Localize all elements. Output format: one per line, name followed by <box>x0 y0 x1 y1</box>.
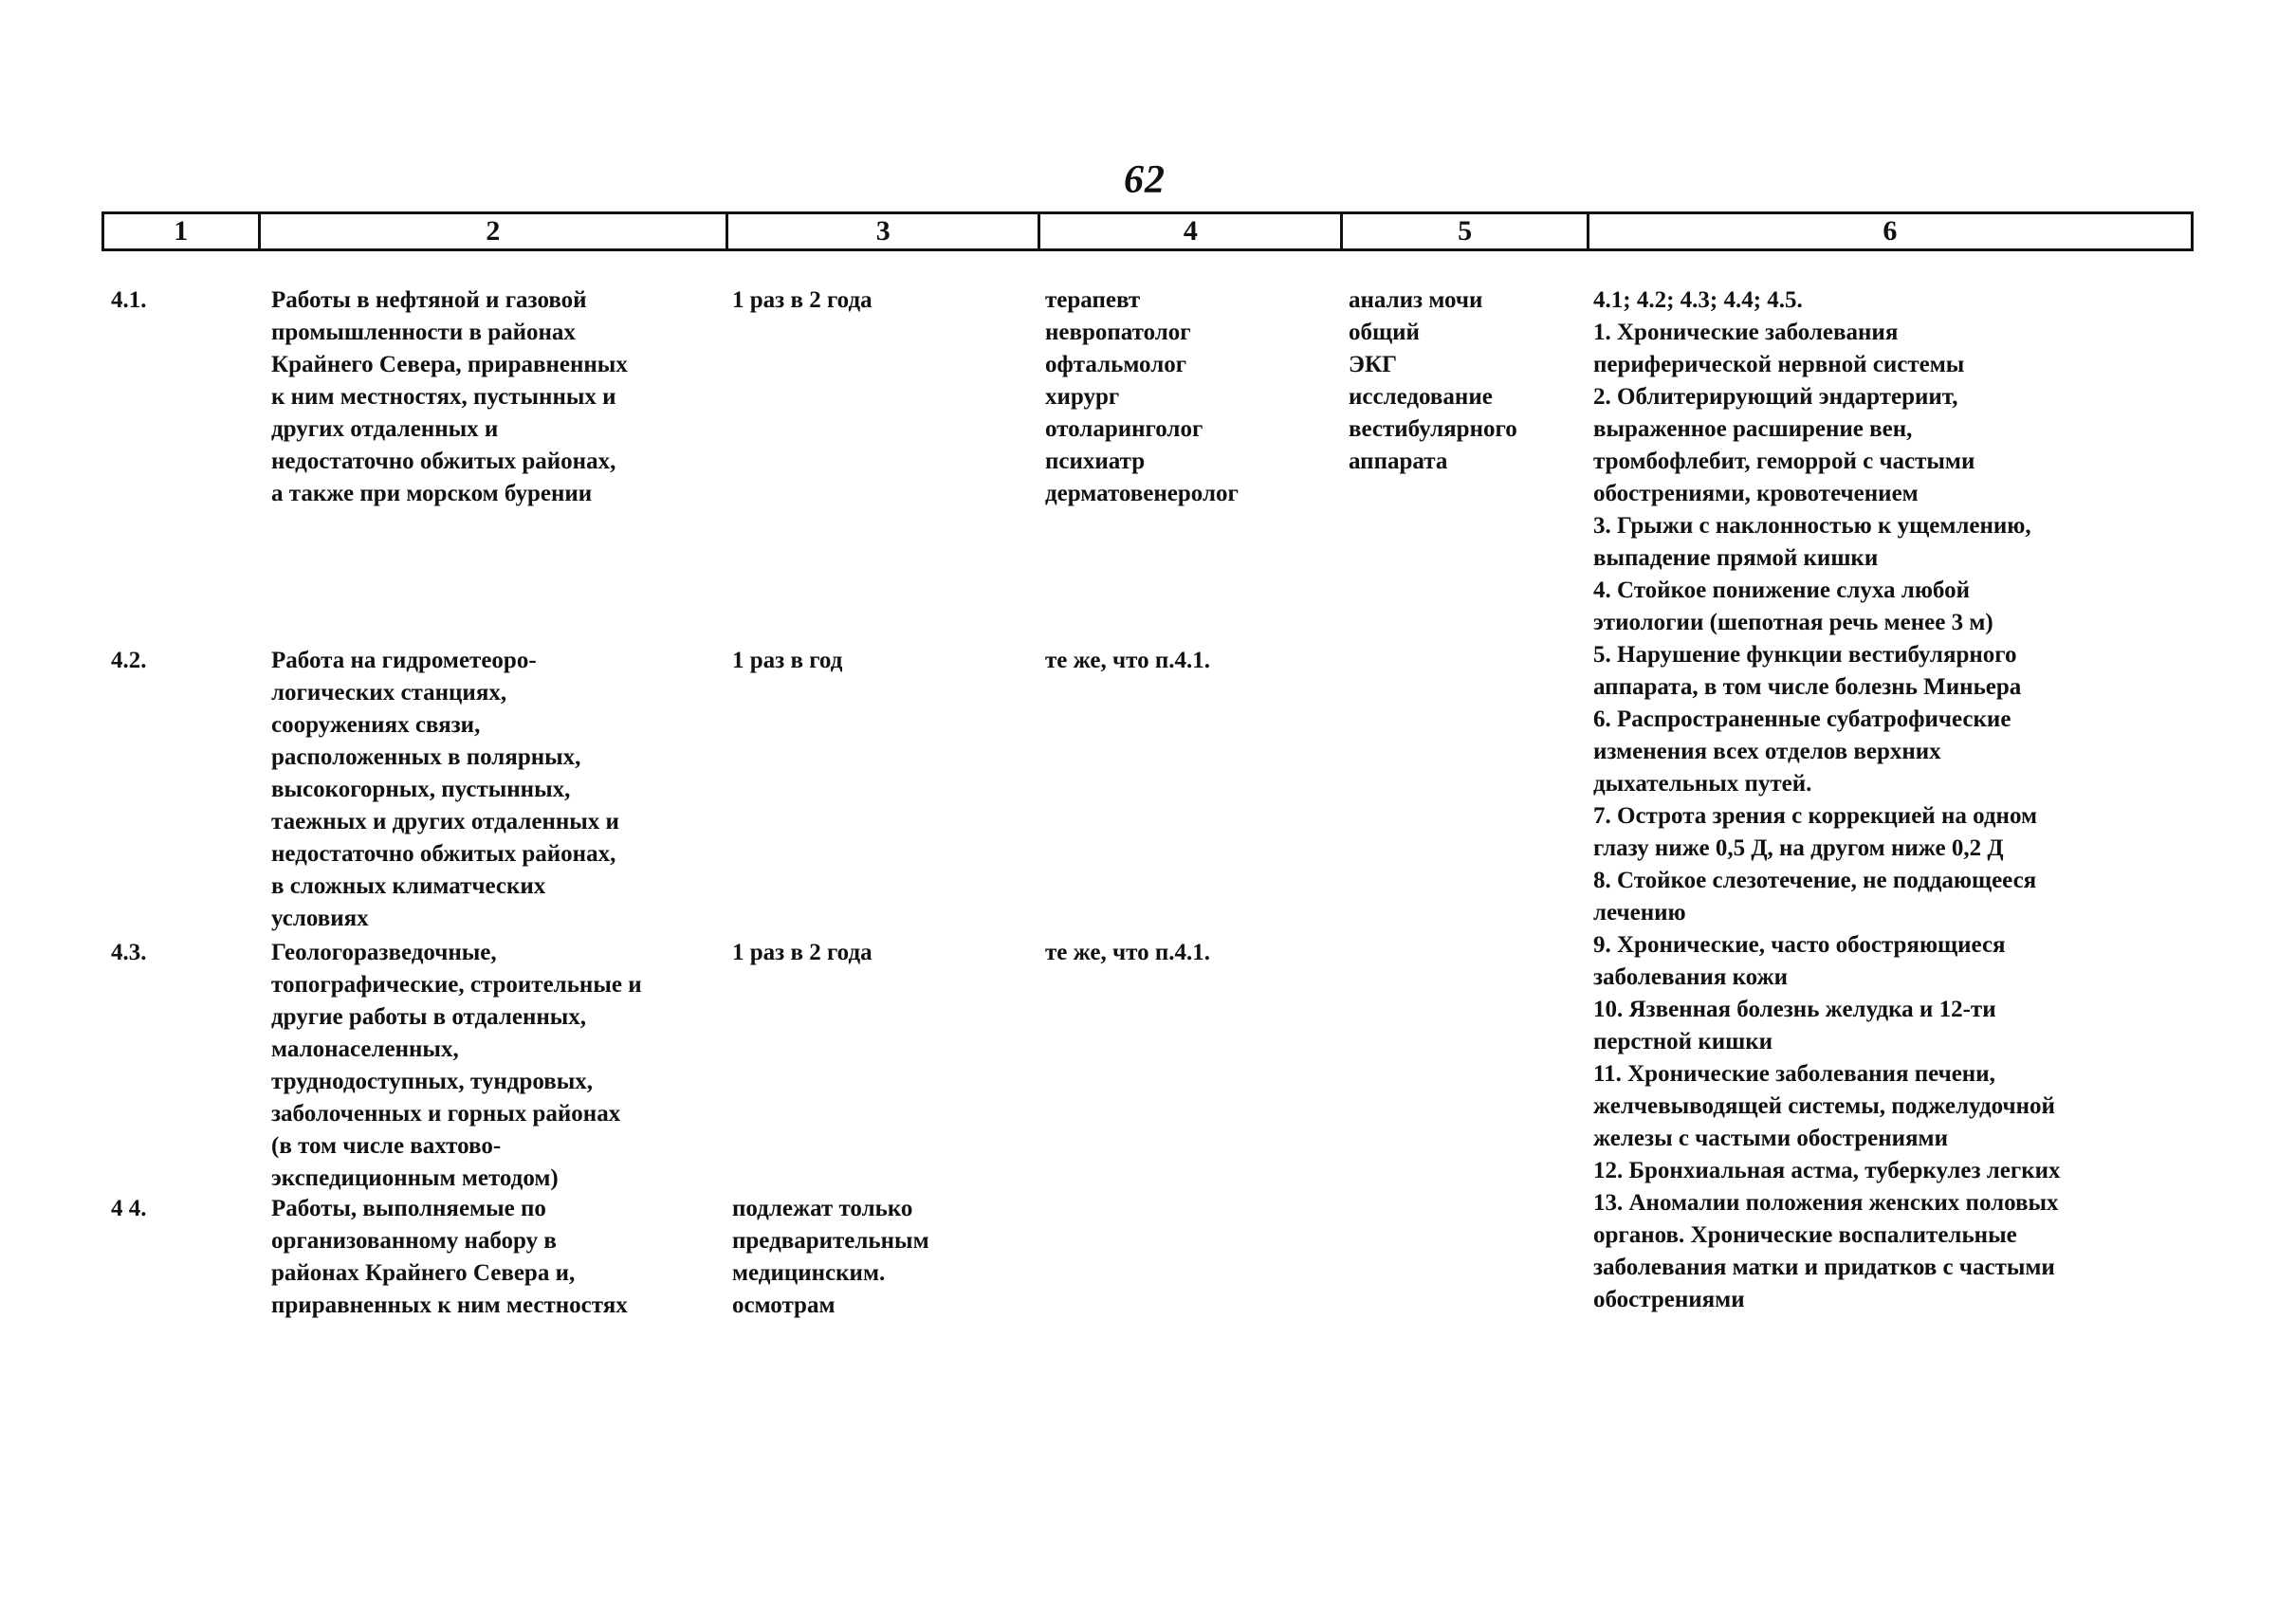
row-4-3-number: 4.3. <box>111 940 147 965</box>
contraindications-list: 4.1; 4.2; 4.3; 4.4; 4.5. 1. Хронические заболевания периферической нервной системы 2. Облитерирующий эндартериит, выраженное расширение вен, тромбофлебит, геморрой с частыми обострениями, кровотечением 3. Грыжи с наклонностью к ущемлению, выпадение прямой кишки 4. Стойкое понижение слуха любой этиологии (шепотная речь менее 3 м) 5. Нарушение функции вестибулярного аппарата, в том числе болезнь Миньера 6. Распространенные субатрофические изменения всех отделов верхних дыхательных путей. 7. Острота зрения с коррекцией на одном глазу ниже 0,5 Д, на другом ниже 0,2 Д 8. Стойкое слезотечение, не поддающееся лечению 9. Хронические, часто обостряющиеся заболевания кожи 10. Язвенная болезнь желудка и 12-ти перстной кишки 11. Хронические заболевания печени, желчевыводящей системы, поджелудочной железы с частыми обострениями 12. Бронхиальная астма, туберкулез легких 13. Аномалии положения женских половых органов. Хронические воспалительные заболевания матки и придатков с частыми обострениями <box>1593 287 2061 1312</box>
row-4-1-specialists: терапевт невропатолог офтальмолог хирург отоларинголог психиатр дерматовенеролог <box>1045 287 1239 506</box>
row-4-4-work-type: Работы, выполняемые по организованному набору в районах Крайнего Севера и, приравненных к ним местностях <box>271 1196 628 1318</box>
row-4-1-number: 4.1. <box>111 287 147 313</box>
row-4-2-frequency: 1 раз в год <box>732 648 843 673</box>
row-4-3-work-type: Геологоразведочные, топографические, строительные и другие работы в отдаленных, малонаселенных, труднодоступных, тундровых, заболоченных и горных районах (в том числе вахтово- экспедиционным методом) <box>271 940 642 1191</box>
header-col-2: 2 <box>261 214 729 248</box>
row-4-3-frequency: 1 раз в 2 года <box>732 940 872 965</box>
row-4-1-work-type: Работы в нефтяной и газовой промышленности в районах Крайнего Севера, приравненных к ним местностях, пустынных и других отдаленных и недостаточно обжитых районах, а также при морском бурении <box>271 287 628 506</box>
row-4-2-work-type: Работа на гидрометеоро- логических станциях, сооружениях связи, расположенных в полярных, высокогорных, пустынных, таежных и других отдаленных и недостаточно обжитых районах, в сложных климатческих условиях <box>271 648 619 931</box>
header-col-4: 4 <box>1040 214 1343 248</box>
header-col-3: 3 <box>728 214 1040 248</box>
page-number: 62 <box>1124 158 1166 202</box>
row-4-2-number: 4.2. <box>111 648 147 673</box>
row-4-4-frequency: подлежат только предварительным медицинским. осмотрам <box>732 1196 929 1318</box>
row-4-1-examinations: анализ мочи общий ЭКГ исследование вестибулярного аппарата <box>1349 287 1517 474</box>
table-header-row <box>101 211 2194 251</box>
header-col-6: 6 <box>1883 215 1898 247</box>
header-col-5: 5 <box>1343 214 1589 248</box>
header-col-1: 1 <box>104 214 261 248</box>
row-4-2-specialists: те же, что п.4.1. <box>1045 648 1210 673</box>
row-4-3-specialists: те же, что п.4.1. <box>1045 940 1210 965</box>
row-4-1-frequency: 1 раз в 2 года <box>732 287 872 313</box>
row-4-4-number: 4 4. <box>111 1196 147 1221</box>
